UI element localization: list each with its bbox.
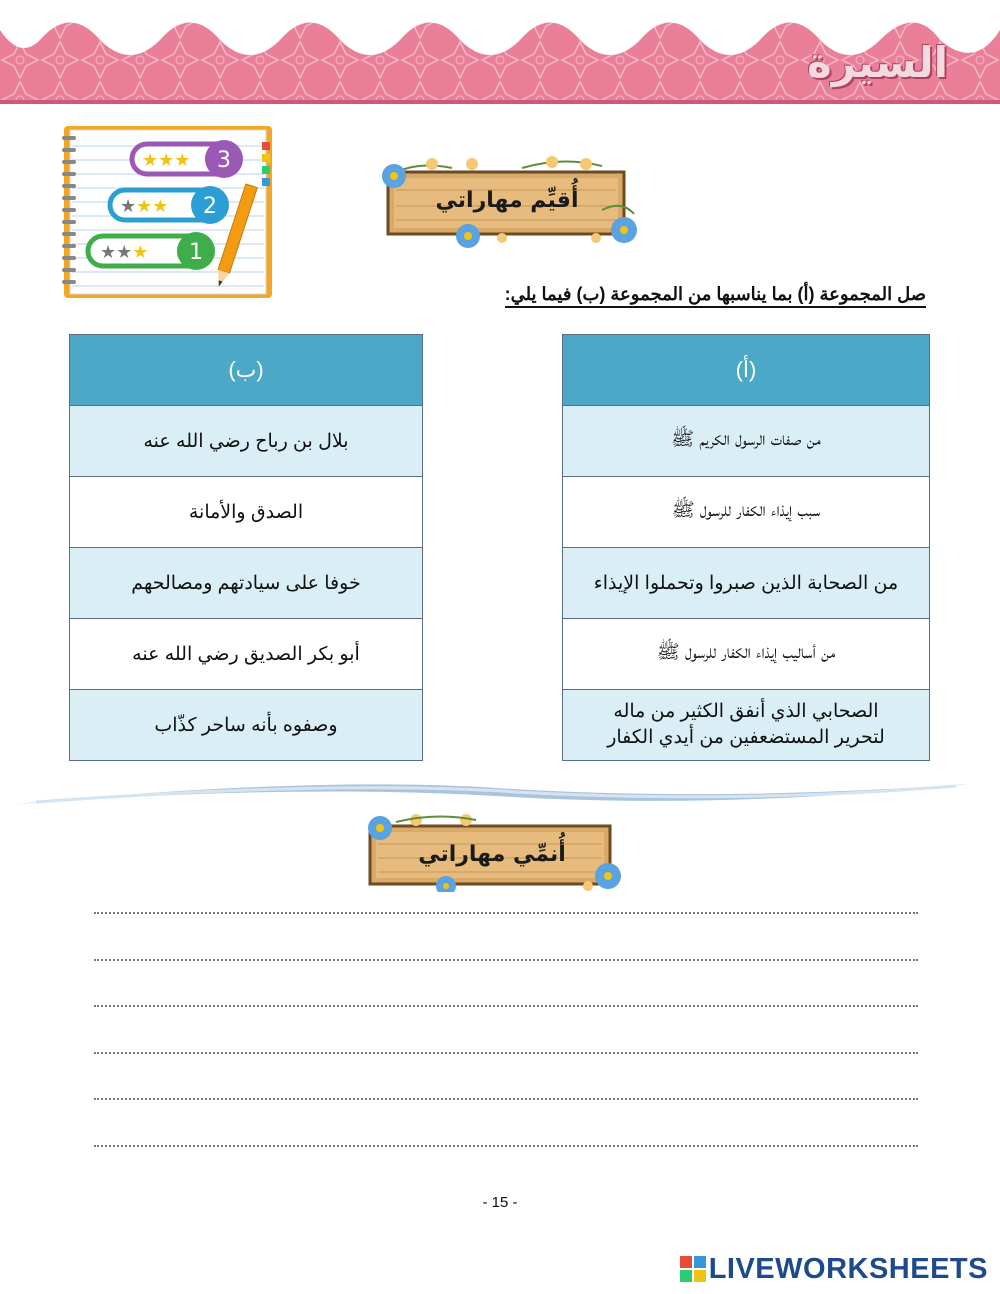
svg-text:1: 1 bbox=[189, 240, 203, 265]
develop-skills-sign bbox=[356, 810, 628, 892]
svg-text:★★★: ★★★ bbox=[120, 196, 169, 217]
notebook-rating-icon bbox=[58, 124, 276, 302]
svg-text:★★★: ★★★ bbox=[142, 150, 191, 171]
header-banner bbox=[0, 0, 1000, 104]
group-a-item-5 bbox=[563, 690, 930, 761]
group-a-item-5-line-2: لتحرير المستضعفين من أيدي الكفار bbox=[607, 727, 885, 748]
group-b-table bbox=[69, 334, 423, 761]
liveworksheets-logo-icon bbox=[680, 1256, 706, 1282]
writing-line-3[interactable] bbox=[94, 1005, 918, 1007]
svg-text:2: 2 bbox=[203, 194, 217, 219]
liveworksheets-logo bbox=[680, 1252, 988, 1286]
svg-text:3: 3 bbox=[217, 148, 231, 173]
group-a-item-3: من الصحابة الذين صبروا وتحملوا الإيذاء bbox=[563, 548, 930, 619]
writing-line-6[interactable] bbox=[94, 1145, 918, 1147]
writing-line-1[interactable] bbox=[94, 912, 918, 914]
group-b-item-5[interactable]: وصفوه بأنه ساحر كذّاب bbox=[70, 690, 423, 761]
group-a-item-4: من أساليب إيذاء الكفار للرسول ﷺ bbox=[563, 619, 930, 690]
group-b-item-2[interactable]: الصدق والأمانة bbox=[70, 477, 423, 548]
page-number: - 15 - bbox=[482, 1194, 518, 1211]
group-a-item-5-line-1: الصحابي الذي أنفق الكثير من ماله bbox=[613, 701, 879, 722]
assess-skills-sign bbox=[372, 150, 642, 250]
footer-brand-text: LIVEWORKSHEETS bbox=[708, 1252, 988, 1285]
group-a-table bbox=[562, 334, 930, 761]
group-b-item-1[interactable]: بلال بن رباح رضي الله عنه bbox=[70, 406, 423, 477]
svg-text:★★★: ★★★ bbox=[100, 242, 149, 263]
group-b-item-4[interactable]: أبو بكر الصديق رضي الله عنه bbox=[70, 619, 423, 690]
group-b-item-3[interactable]: خوفا على سيادتهم ومصالحهم bbox=[70, 548, 423, 619]
group-a-item-1: من صفات الرسول الكريم ﷺ bbox=[563, 406, 930, 477]
group-b-header: (ب) bbox=[70, 335, 423, 406]
swoosh-divider bbox=[16, 774, 970, 814]
writing-line-2[interactable] bbox=[94, 959, 918, 961]
instruction-text: صل المجموعة (أ) بما يناسبها من المجموعة (ب) فيما يلي: bbox=[505, 284, 926, 308]
assess-skills-label: أُقيِّم مهاراتي bbox=[435, 188, 579, 213]
group-a-item-2: سبب إيذاء الكفار للرسول ﷺ bbox=[563, 477, 930, 548]
writing-line-5[interactable] bbox=[94, 1098, 918, 1100]
develop-skills-label: أُنمِّي مهاراتي bbox=[418, 842, 566, 867]
section-title: السيرة bbox=[807, 38, 948, 87]
group-a-header: (أ) bbox=[563, 335, 930, 406]
writing-line-4[interactable] bbox=[94, 1052, 918, 1054]
